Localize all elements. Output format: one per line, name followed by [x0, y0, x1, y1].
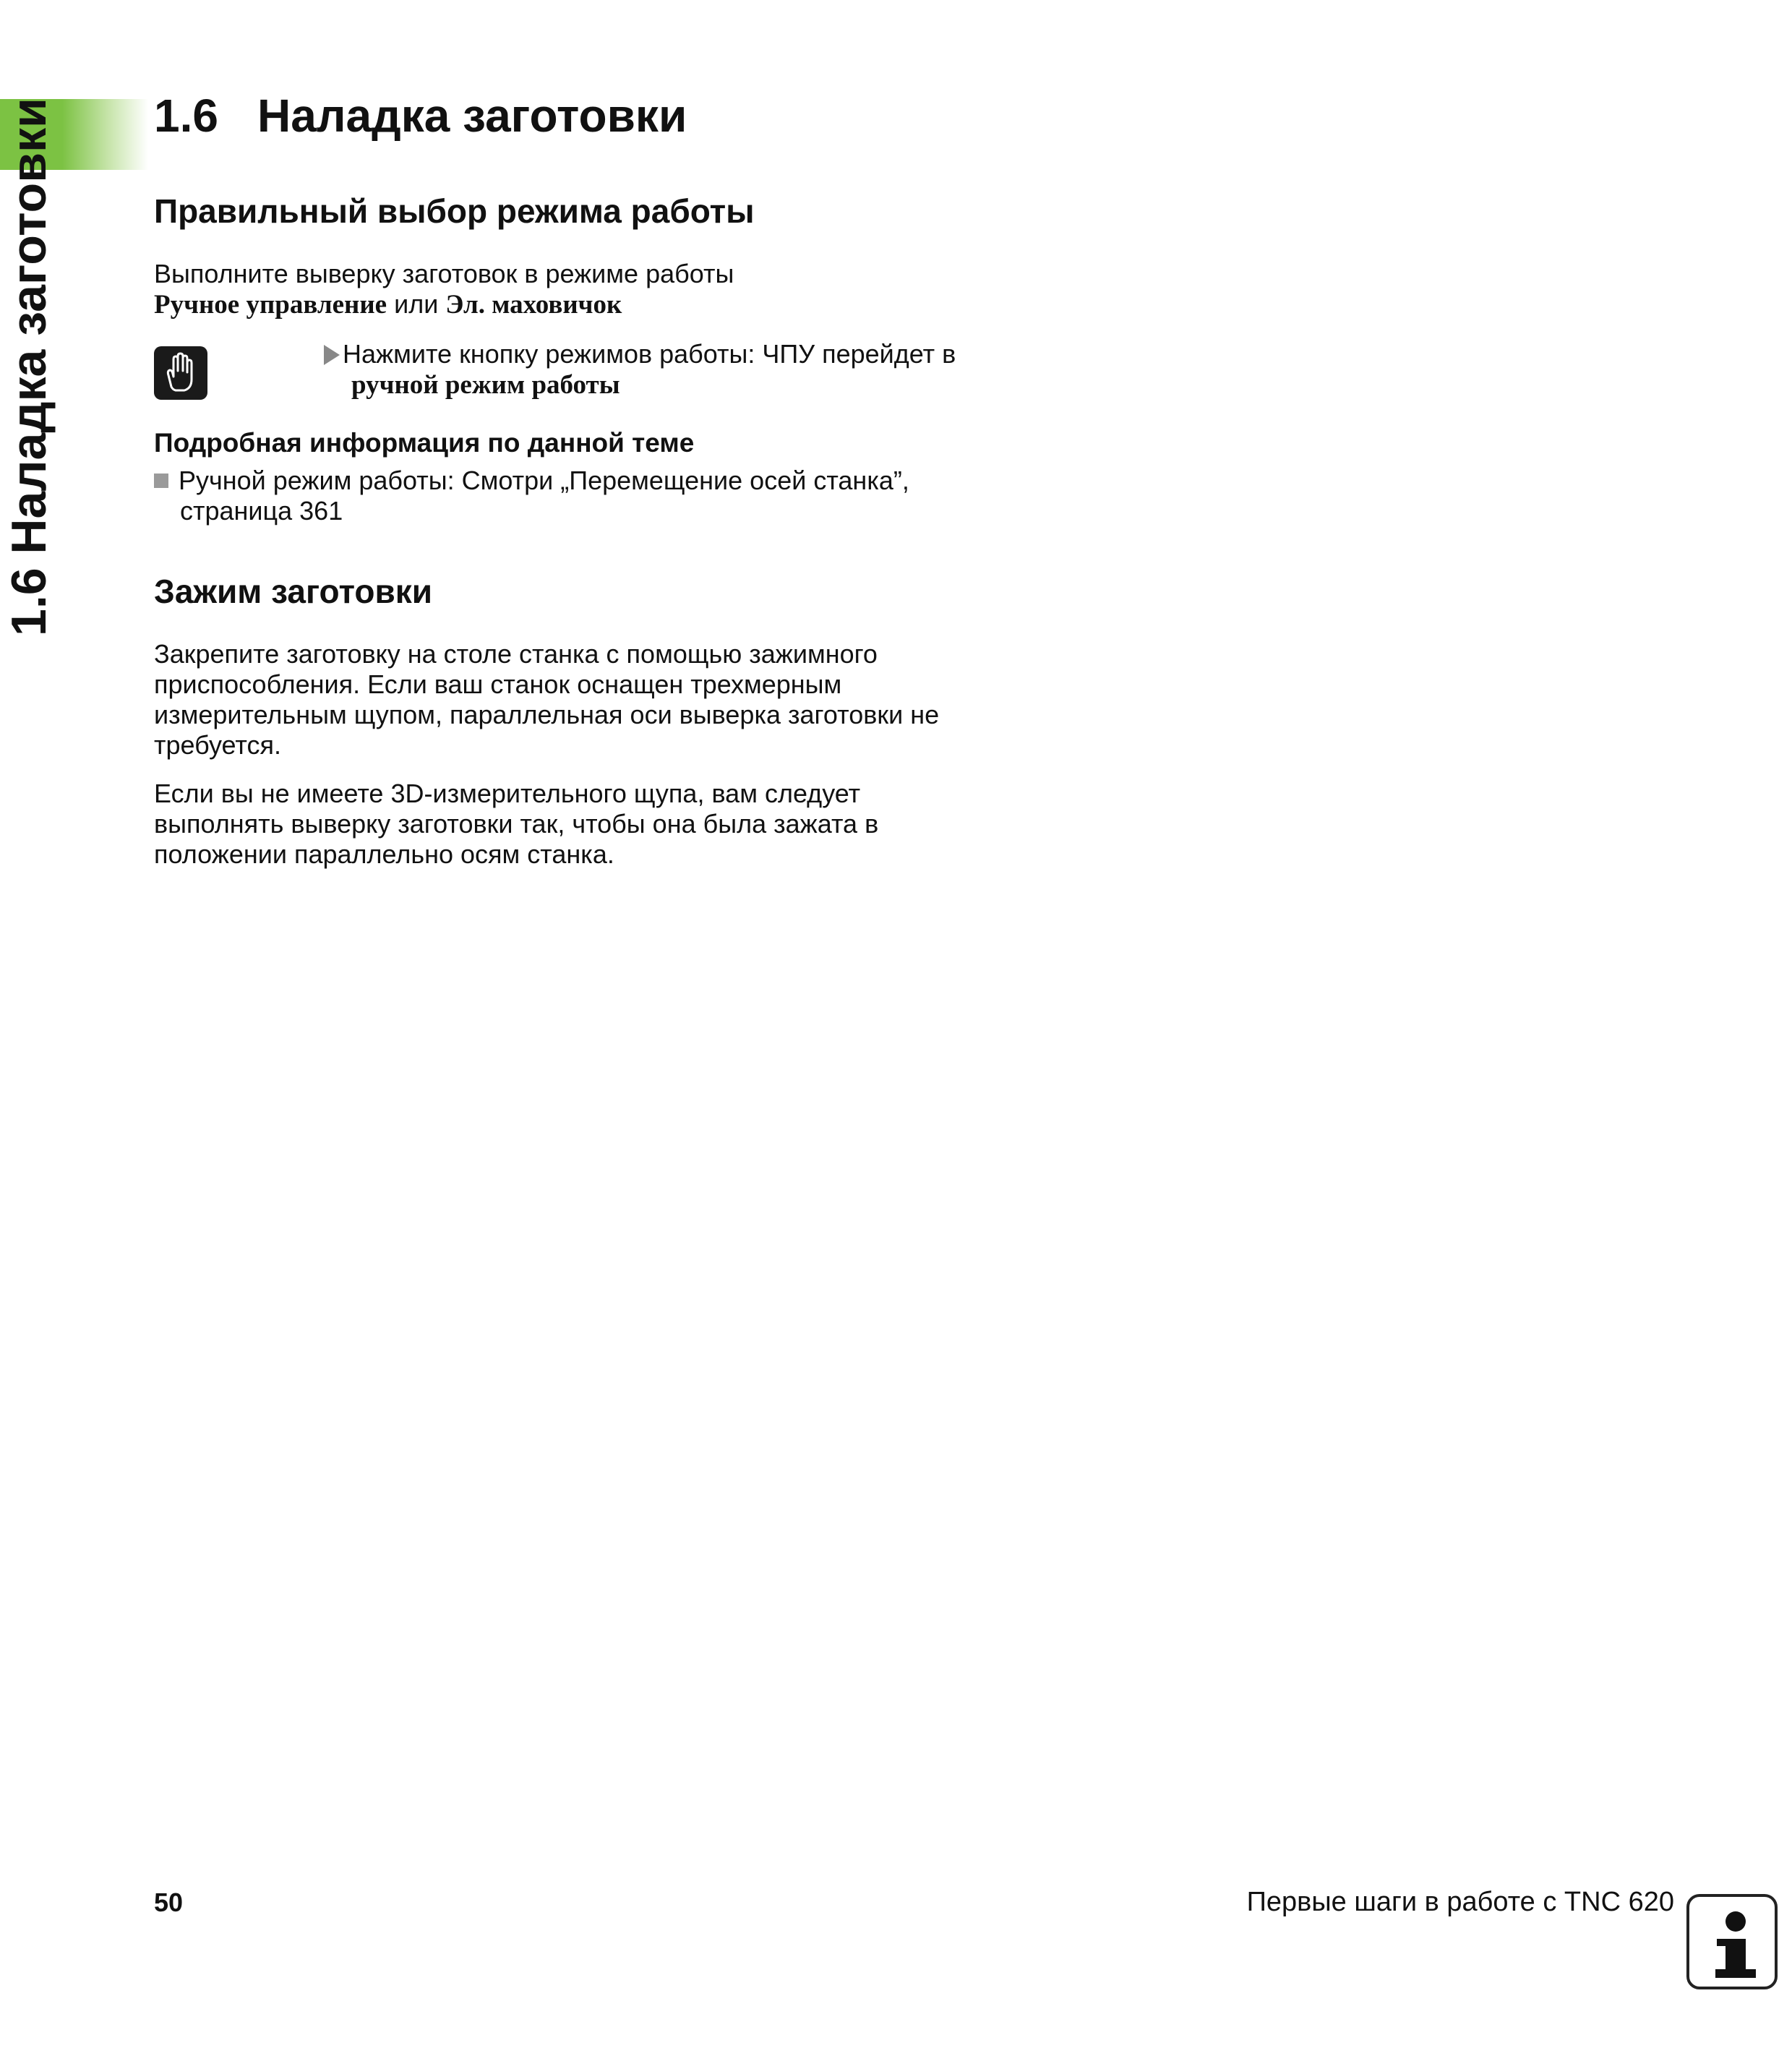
mode-handwheel: Эл. маховичок: [445, 290, 622, 320]
clamping-paragraph-1: [154, 639, 993, 760]
paragraph-line: требуется.: [154, 730, 281, 760]
intro-line: Выполните выверку заготовок в режиме работы: [154, 259, 734, 288]
bullet-line-2: страница 361: [180, 496, 343, 526]
paragraph-line: приспособления. Если ваш станок оснащен трехмерным: [154, 669, 842, 699]
paragraph-line: выполнять выверку заготовки так, чтобы она была зажата в: [154, 809, 879, 839]
bullet-line-1: Ручной режим работы: Смотри „Перемещение осей станка”,: [179, 466, 909, 495]
intro-modes-line: [154, 289, 993, 320]
list-item: [154, 466, 1021, 526]
section-number: 1.6: [154, 90, 218, 142]
step-line-2: ручной режим работы: [351, 370, 620, 400]
paragraph-line: измерительным щупом, параллельная оси выверка заготовки не: [154, 700, 940, 729]
info-icon: [1686, 1894, 1778, 1989]
step-arrow-icon: [324, 345, 340, 365]
heading-more-info: Подробная информация по данной теме: [154, 428, 695, 458]
connector-text: или: [394, 289, 439, 319]
heading-operating-mode: Правильный выбор режима работы: [154, 192, 755, 230]
step-line-1: Нажмите кнопку режимов работы: ЧПУ перейдет в: [343, 339, 956, 369]
paragraph-line: Закрепите заготовку на столе станка с помощью зажимного: [154, 639, 878, 669]
paragraph-line: положении параллельно осям станка.: [154, 839, 614, 869]
section-title-text: Наладка заготовки: [257, 90, 687, 142]
heading-clamping: Зажим заготовки: [154, 573, 433, 610]
page-number: 50: [154, 1888, 184, 1917]
footer-book-title: Первые шаги в работе с TNC 620: [1246, 1887, 1674, 1917]
hand-icon: [154, 346, 207, 400]
bullet-square-icon: [154, 474, 168, 488]
section-title: [154, 90, 687, 142]
side-section-title-text: 1.6 Наладка заготовки: [1, 98, 56, 636]
side-section-title: [1, 98, 140, 636]
paragraph-line: Если вы не имеете 3D-измерительного щупа, вам следует: [154, 779, 861, 808]
intro-paragraph: [154, 259, 993, 320]
mode-manual: Ручное управление: [154, 290, 387, 320]
clamping-paragraph-2: [154, 779, 993, 870]
step-instruction: [324, 339, 956, 400]
